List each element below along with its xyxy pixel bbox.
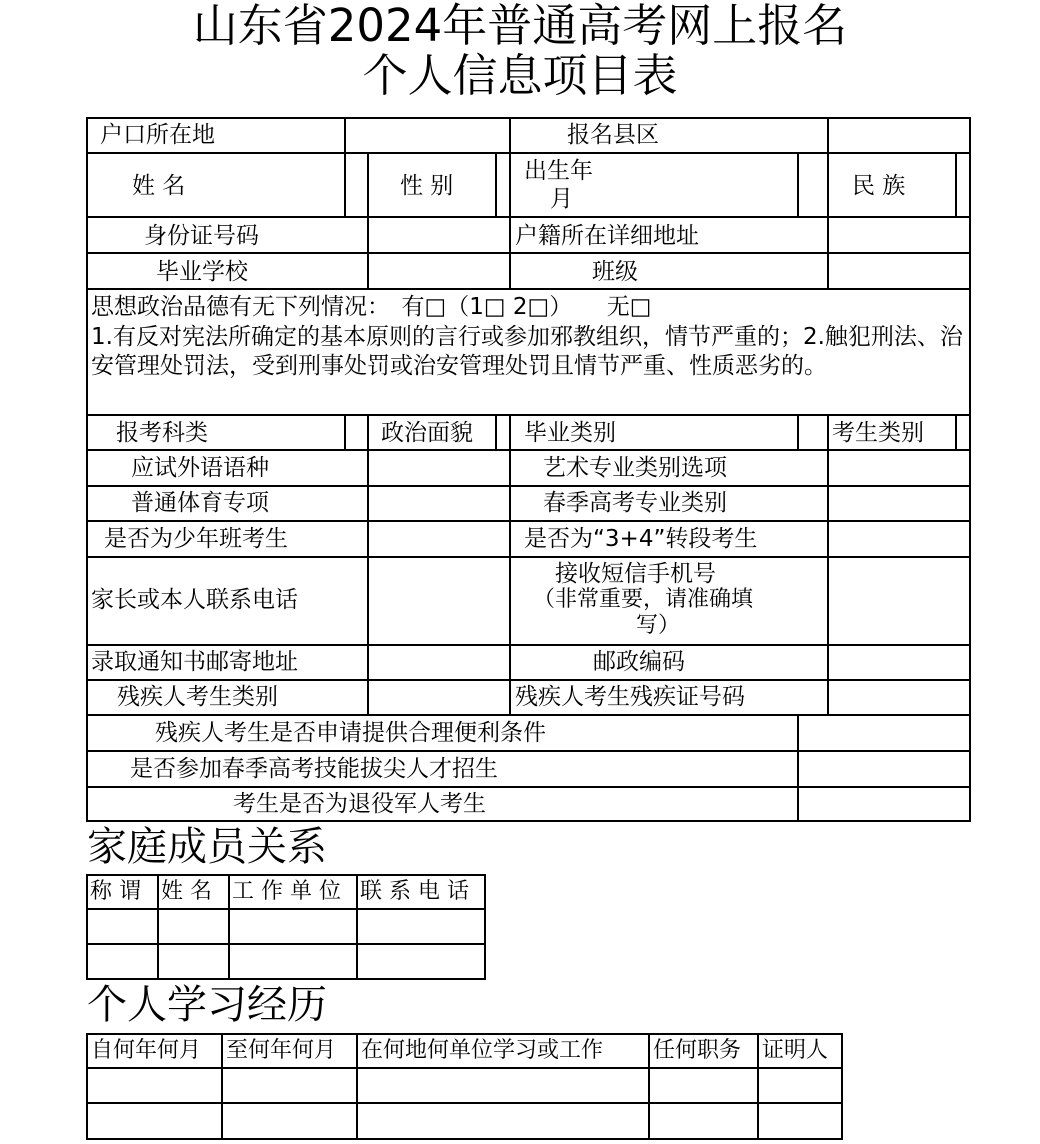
birth-label-line2: 月: [550, 186, 573, 212]
birth-input[interactable]: [797, 152, 829, 218]
birth-label-line1: 出生年: [524, 158, 593, 184]
history-header-witness: 证明人: [762, 1038, 829, 1063]
ethnicity-input[interactable]: [955, 152, 971, 218]
postal-code-input[interactable]: [827, 644, 971, 681]
three-plus-four-input[interactable]: [827, 520, 971, 558]
page-title-line2: 个人信息项目表: [362, 49, 678, 102]
family-row-1-cell[interactable]: [157, 908, 230, 945]
family-header-name: 姓 名: [161, 879, 212, 904]
disability-type-label: 残疾人考生类别: [117, 684, 278, 710]
history-row-1-cell[interactable]: [86, 1067, 223, 1104]
graduation-category-label: 毕业类别: [524, 420, 616, 446]
history-section-heading: 个人学习经历: [87, 982, 327, 1028]
mail-address-label: 录取通知书邮寄地址: [91, 649, 298, 675]
ideology-checkbox-line: 思想政治品德有无下列情况： 有□（1□ 2□） 无□: [91, 294, 652, 320]
class-label-cell: [509, 252, 829, 290]
history-row-2-cell[interactable]: [356, 1102, 650, 1140]
family-header-phone: 联 系 电 话: [360, 879, 469, 904]
sms-phone-label-line3: 写）: [636, 613, 681, 638]
contact-phone-input[interactable]: [367, 556, 511, 646]
accommodation-label: 残疾人考生是否申请提供合理便利条件: [155, 720, 546, 746]
history-header-place: 在何地何单位学习或工作: [361, 1038, 604, 1063]
contact-phone-label: 家长或本人联系电话: [91, 587, 298, 613]
foreign-language-input[interactable]: [367, 449, 511, 487]
mail-address-input[interactable]: [367, 644, 511, 681]
three-plus-four-label: 是否为“3+4”转段考生: [524, 526, 758, 552]
family-section-heading: 家庭成员关系: [87, 824, 327, 870]
family-row-2-cell[interactable]: [228, 943, 358, 980]
candidate-category-label: 考生类别: [832, 420, 924, 446]
spring-talent-input[interactable]: [797, 750, 971, 788]
page-title-line1: 山东省2024年普通高考网上报名: [192, 0, 848, 52]
history-row-2-cell[interactable]: [648, 1102, 759, 1140]
hukou-location-label: 户口所在地: [100, 122, 215, 148]
county-input[interactable]: [827, 117, 971, 154]
veteran-input[interactable]: [797, 786, 971, 822]
id-number-input[interactable]: [367, 216, 511, 254]
id-number-label: 身份证号码: [144, 223, 259, 249]
disability-cert-label: 残疾人考生残疾证号码: [515, 684, 745, 710]
hukou-location-input[interactable]: [344, 117, 511, 154]
family-row-1-cell[interactable]: [228, 908, 358, 945]
history-row-1-cell[interactable]: [757, 1067, 843, 1104]
art-major-input[interactable]: [827, 449, 971, 487]
foreign-language-label: 应试外语语种: [131, 455, 269, 481]
family-header-relation: 称 谓: [90, 879, 141, 904]
spring-talent-label: 是否参加春季高考技能拔尖人才招生: [130, 756, 498, 782]
pe-item-label: 普通体育专项: [131, 490, 269, 516]
class-input[interactable]: [827, 252, 971, 290]
accommodation-input[interactable]: [797, 714, 971, 752]
history-header-position: 任何职务: [653, 1038, 742, 1063]
family-row-2-cell[interactable]: [157, 943, 230, 980]
name-input[interactable]: [344, 152, 369, 218]
history-row-2-cell[interactable]: [221, 1102, 358, 1140]
veteran-label: 考生是否为退役军人考生: [233, 791, 486, 817]
name-label: 姓 名: [132, 173, 186, 199]
spring-major-label: 春季高考专业类别: [543, 490, 727, 516]
history-header-to: 至何年何月: [226, 1038, 337, 1063]
youth-class-input[interactable]: [367, 520, 511, 558]
hukou-address-label: 户籍所在详细地址: [515, 223, 699, 249]
school-input[interactable]: [367, 252, 511, 290]
history-header-from: 自何年何月: [91, 1038, 202, 1063]
subject-category-label: 报考科类: [116, 420, 208, 446]
ideology-description: 1.有反对宪法所确定的基本原则的言行或参加邪教组织，情节严重的；2.触犯刑法、治安管理处罚法，受到刑事处罚或治安管理处罚且情节严重、性质恶劣的。: [91, 324, 963, 379]
history-row-1-cell[interactable]: [356, 1067, 650, 1104]
candidate-category-input[interactable]: [955, 414, 971, 451]
county-label-cell: [509, 117, 829, 154]
history-row-2-cell[interactable]: [757, 1102, 843, 1140]
family-row-2-cell[interactable]: [356, 943, 486, 980]
history-row-2-cell[interactable]: [86, 1102, 223, 1140]
sms-phone-label-line1: 接收短信手机号: [555, 561, 716, 587]
political-status-label: 政治面貌: [381, 420, 473, 446]
family-row-1-cell[interactable]: [356, 908, 486, 945]
graduation-category-input[interactable]: [797, 414, 829, 451]
gender-label: 性 别: [400, 173, 454, 199]
spring-major-input[interactable]: [827, 485, 971, 522]
pe-item-input[interactable]: [367, 485, 511, 522]
disability-cert-input[interactable]: [827, 679, 971, 716]
family-row-1-cell[interactable]: [86, 908, 159, 945]
sms-phone-input[interactable]: [827, 556, 971, 646]
youth-class-label: 是否为少年班考生: [104, 526, 288, 552]
postal-code-label: 邮政编码: [593, 649, 685, 675]
county-label: 报名县区: [567, 122, 659, 148]
family-header-workplace: 工 作 单 位: [232, 879, 341, 904]
art-major-label: 艺术专业类别选项: [543, 455, 727, 481]
history-row-1-cell[interactable]: [221, 1067, 358, 1104]
disability-type-input[interactable]: [367, 679, 511, 716]
school-label: 毕业学校: [156, 259, 248, 285]
ethnicity-label: 民 族: [852, 173, 906, 199]
class-label: 班级: [592, 259, 638, 285]
family-row-2-cell[interactable]: [86, 943, 159, 980]
sms-phone-label-line2: （非常重要，请准确填: [533, 587, 754, 612]
history-row-1-cell[interactable]: [648, 1067, 759, 1104]
subject-category-input[interactable]: [344, 414, 369, 451]
hukou-address-input[interactable]: [827, 216, 971, 254]
name-label-cell: [86, 152, 346, 218]
